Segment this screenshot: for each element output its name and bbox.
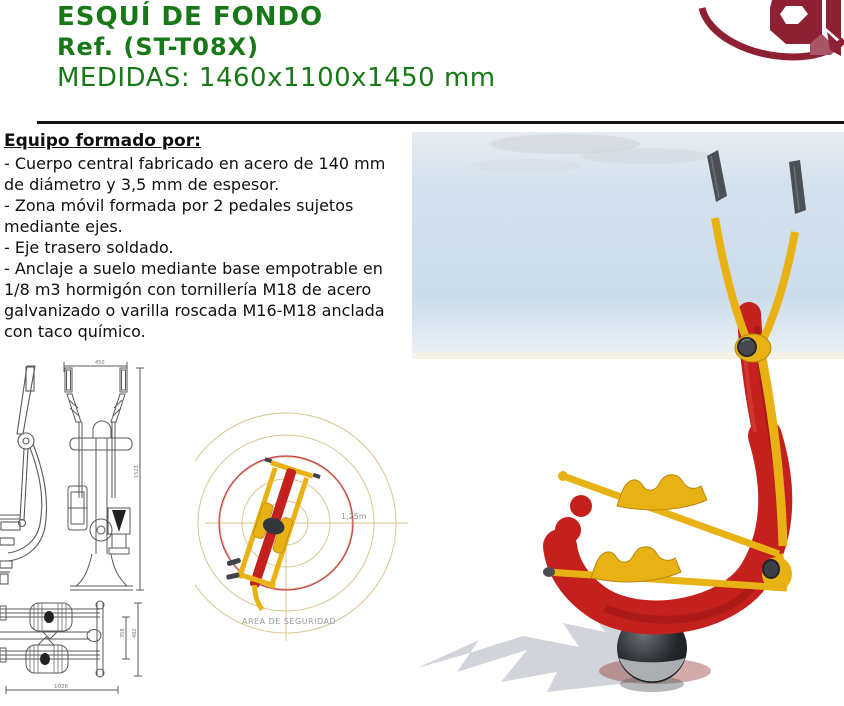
spec-item: - Anclaje a suelo mediante base empotrable en 1/8 m3 hormigón con tornillería M18 de acero galvanizado o varilla roscada M16-M18 anclada con taco químico. (4, 259, 385, 341)
spec-item: - Eje trasero soldado. (4, 238, 174, 257)
spec-item: - Cuerpo central fabricado en acero de 140 mm de diámetro y 3,5 mm de espesor. (4, 154, 386, 194)
header-titles (57, 2, 496, 94)
front-width-label: 450 (95, 360, 105, 366)
equipment-spec (4, 130, 406, 342)
product-render (405, 126, 844, 696)
spec-heading: Equipo formado por: (4, 131, 201, 151)
page-title: ESQUÍ DE FONDO (57, 2, 324, 32)
safety-radius-label: 1,25m (341, 512, 367, 521)
horizon-band (412, 352, 844, 359)
plan-inner-label: 358 (120, 628, 126, 638)
brand-logo-icon (694, 0, 844, 62)
product-dimensions: MEDIDAS: 1460x1100x1450 mm (57, 63, 496, 93)
spec-item: - Zona móvil formada por 2 pedales sujetos mediante ejes. (4, 196, 354, 236)
safety-caption: AREA DE SEGURIDAD (242, 617, 337, 626)
plan-view-drawing (0, 590, 158, 706)
plan-length-label: 1026 (54, 684, 68, 690)
product-reference: Ref. (ST-T08X) (57, 33, 260, 61)
safety-area-diagram (195, 408, 410, 643)
plan-outer-label: 482 (132, 628, 138, 638)
header-divider (37, 121, 844, 124)
pivot-bolt (738, 338, 756, 356)
front-height-label: 1523 (134, 465, 140, 478)
